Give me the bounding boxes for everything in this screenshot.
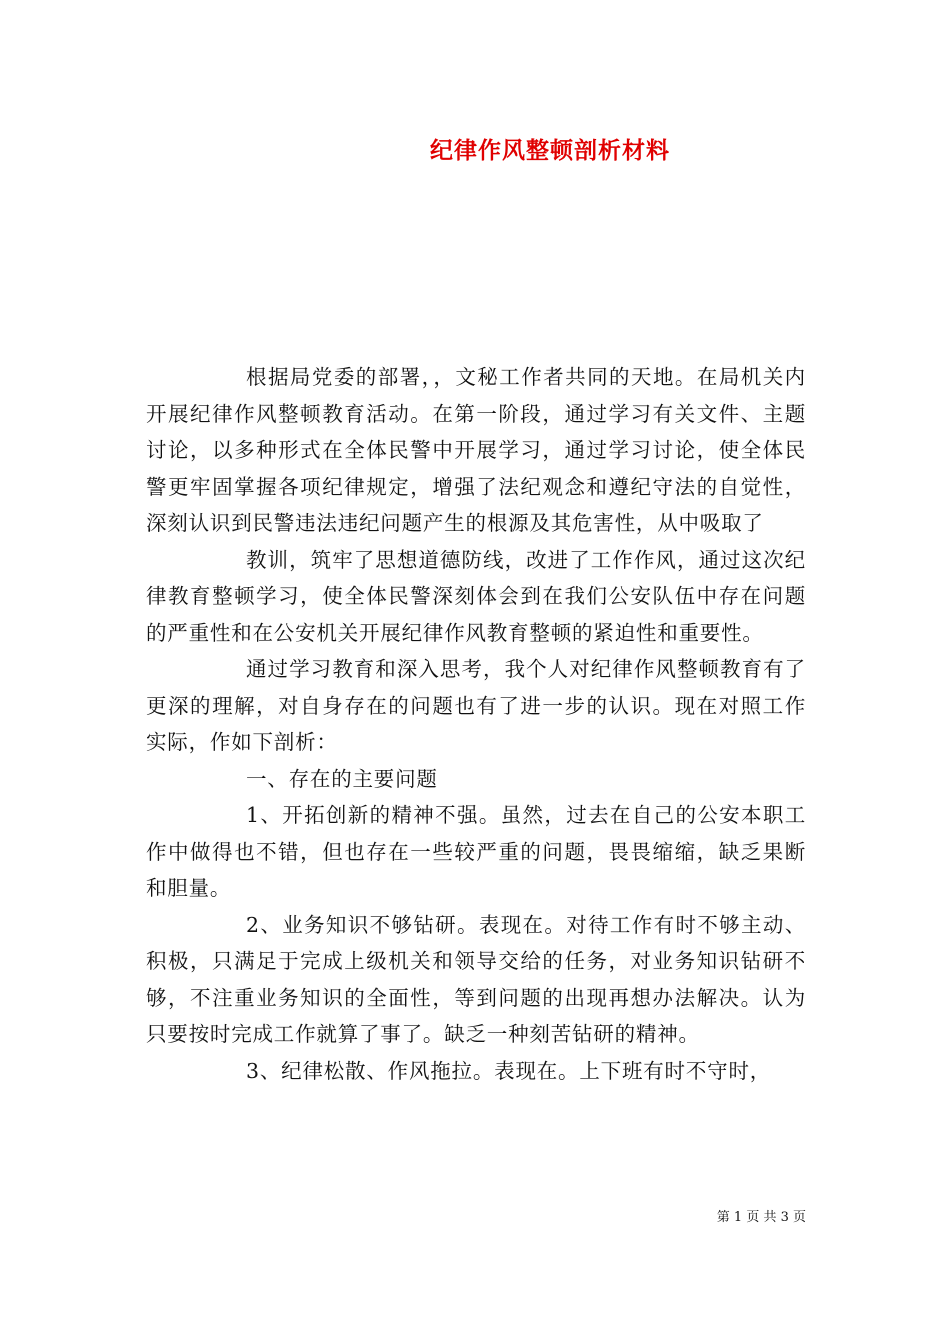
paragraph-3: 通过学习教育和深入思考，我个人对纪律作风整顿教育有了更深的理解，对自身存在的问题也有了进一步的认识。现在对照工作实际，作如下剖析： [146, 657, 806, 754]
paragraph-5: 2、业务知识不够钻研。表现在。对待工作有时不够主动、积极，只满足于完成上级机关和领导交给的任务，对业务知识钻研不够，不注重业务知识的全面性，等到问题的出现再想办法解决。认为只要按时完成工作就算了事了。缺乏一种刻苦钻研的精神。 [146, 912, 806, 1046]
section-heading-1: 一、存在的主要问题 [246, 766, 438, 791]
paragraph-4: 1、开拓创新的精神不强。虽然，过去在自己的公安本职工作中做得也不错，但也存在一些较严重的问题，畏畏缩缩，缺乏果断和胆量。 [146, 803, 806, 900]
document-title-text: 纪律作风整顿剖析材料 [430, 137, 670, 164]
document-title [0, 136, 950, 166]
page-number-footer: 第 1 页 共 3 页 [716, 1210, 806, 1225]
paragraph-2: 教训，筑牢了思想道德防线，改进了工作作风，通过这次纪律教育整顿学习，使全体民警深刻体会到在我们公安队伍中存在问题的严重性和在公安机关开展纪律作风教育整顿的紧迫性和重要性。 [146, 547, 806, 645]
paragraph-1: 根据局党委的部署，，文秘工作者共同的天地。在局机关内开展纪律作风整顿教育活动。在第一阶段，通过学习有关文件、主题讨论，以多种形式在全体民警中开展学习，通过学习讨论，使全体民警更牢固掌握各项纪律规定，增强了法纪观念和遵纪守法的自觉性，深刻认识到民警违法违纪问题产生的根源及其危害性，从中吸取了 [146, 365, 806, 535]
paragraph-6: 3、纪律松散、作风拖拉。表现在。上下班有时不守时， [246, 1058, 772, 1083]
document-body [146, 359, 806, 1089]
